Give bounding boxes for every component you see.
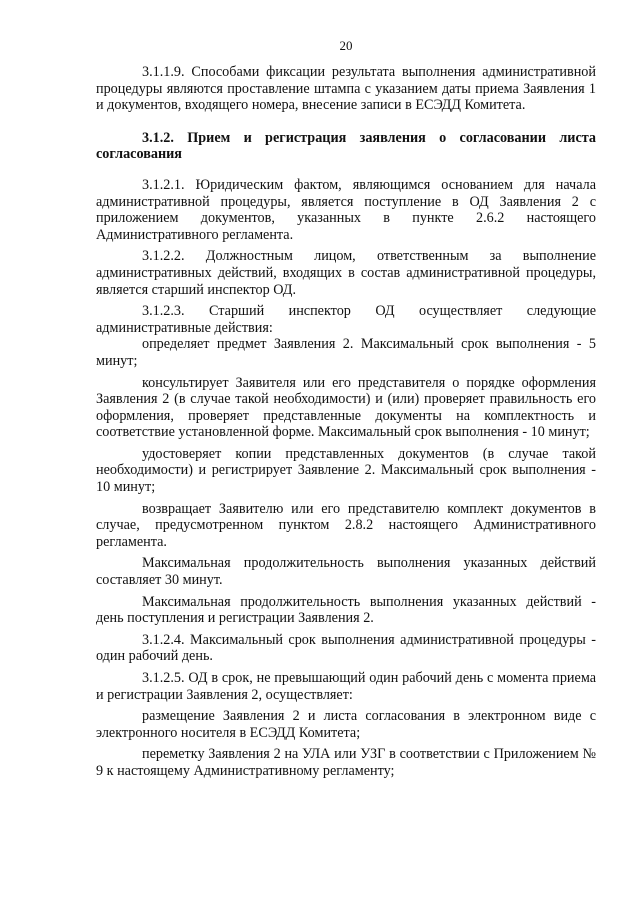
action-item-consult: консультирует Заявителя или его представителя о порядке оформления Заявления 2 (в случае такой необходимости) и (или) проверяет правильность его оформления, проверяет представленные документы на комплектность и соответствие установленной форме. Максимальный срок выполнения - 10 минут; [96, 374, 596, 441]
action-item-subject: определяет предмет Заявления 2. Максимальный срок выполнения - 5 минут; [96, 336, 596, 369]
action-item-placement: размещение Заявления 2 и листа согласования в электронном виде с электронного носителя в ЕСЭДД Комитета; [96, 708, 596, 741]
action-item-remark: переметку Заявления 2 на УЛА или УЗГ в соответствии с Приложением № 9 к настоящему Административному регламенту; [96, 746, 596, 779]
paragraph-max-duration-30: Максимальная продолжительность выполнения указанных действий составляет 30 минут. [96, 555, 596, 589]
section-heading-3-1-2: 3.1.2. Прием и регистрация заявления о согласовании листа согласования [96, 129, 596, 163]
paragraph-3-1-2-5: 3.1.2.5. ОД в срок, не превышающий один рабочий день с момента приема и регистрации Заявления 2, осуществляет: [96, 670, 596, 703]
action-item-return: возвращает Заявителю или его представителю комплект документов в случае, предусмотренном пунктом 2.8.2 настоящего Административного регламента. [96, 500, 596, 550]
paragraph-max-duration-day: Максимальная продолжительность выполнения указанных действий - день поступления и регистрации Заявления 2. [96, 593, 596, 627]
paragraph-3-1-2-1: 3.1.2.1. Юридическим фактом, являющимся основанием для начала административной процедуры, является поступление в ОД Заявления 2 с приложением документов, указанных в пункте 2.6.2 настоящего Административного регламента. [96, 176, 596, 243]
paragraph-3-1-2-2: 3.1.2.2. Должностным лицом, ответственным за выполнение административных действий, входящих в состав административной процедуры, является старший инспектор ОД. [96, 248, 596, 298]
page-number: 20 [339, 38, 353, 53]
action-item-certify: удостоверяет копии представленных документов (в случае такой необходимости) и регистрирует Заявление 2. Максимальный срок выполнения - 10 минут; [96, 445, 596, 496]
paragraph-3-1-2-4: 3.1.2.4. Максимальный срок выполнения административной процедуры - один рабочий день. [96, 631, 596, 665]
paragraph-3-1-1-9: 3.1.1.9. Способами фиксации результата выполнения административной процедуры являются проставление штампа с указанием даты приема Заявления 1 и документов, входящего номера, внесение записи в ЕСЭДД Комитета. [96, 64, 596, 114]
document-page [96, 38, 596, 780]
paragraph-3-1-2-3: 3.1.2.3. Старший инспектор ОД осуществляет следующие административные действия: [96, 303, 596, 336]
